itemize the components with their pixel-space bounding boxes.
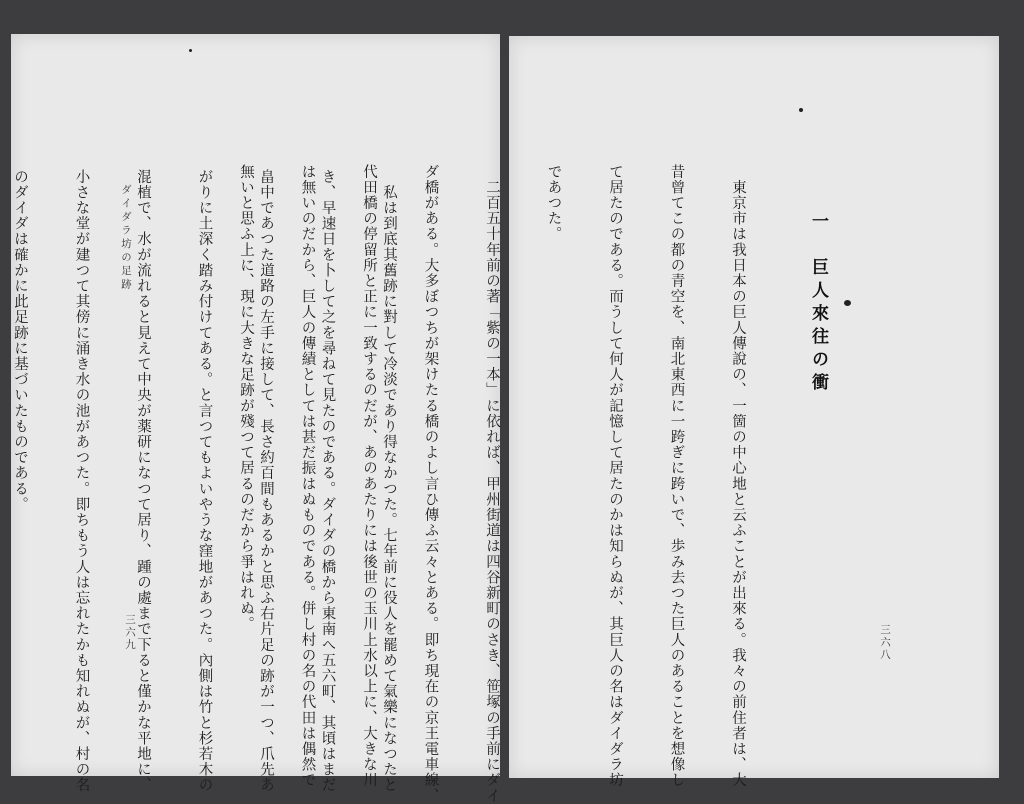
text-column: て居たのである。而うして何人が記憶して居たのかは知らぬが、其巨人の名はダイダラ坊 xyxy=(607,164,623,788)
text-column: 東京市は我日本の巨人傳說の、一箇の中心地と云ふことが出來る。我々の前住者は、大 xyxy=(730,164,746,788)
text-column: 代田橋の停留所と正に一致するのだが、あのあたりには後世の玉川上水以上に、大きな川 xyxy=(361,164,377,788)
text-column: がりに土深く踏み付けてある。と言つてもよいやうな窪地があつた。內側は竹と杉若木の xyxy=(196,169,213,793)
text-column: であつた。 xyxy=(545,164,562,242)
text-column: 無いと思ふ上に、現に大きな足跡が殘つて居るのだから爭はれぬ。 xyxy=(238,164,254,632)
text-column: 昔曾てこの都の青空を、南北東西に一跨ぎに跨いで、歩み去つた巨人のあることを想像し xyxy=(668,164,685,788)
page-number: 三六八 xyxy=(879,624,891,662)
page-number: 三六九 xyxy=(124,614,136,652)
scan-speck xyxy=(844,300,851,306)
text-column: は無いのだから、巨人の傳績としては甚だ振はぬものである。併し村の名の代田は偶然で xyxy=(299,164,316,788)
text-column: 小さな堂が建つて其傍に涌き水の池があつた。即ちもう人は忘れたかも知れぬが、村の名 xyxy=(73,169,90,793)
right-body-text xyxy=(195,164,790,804)
section-heading: 一 巨人來往の衝 xyxy=(808,212,828,396)
text-column: 二百五十年前の著「紫の一本」に依れば、甲州街道は四谷新町のさき、笹塚の手前にダイ xyxy=(484,164,500,804)
text-column: き、早速日を卜して之を尋ねて見たのである。ダイダの橋から東南へ五六町、其頃はまだ xyxy=(319,169,336,793)
scan-speck xyxy=(799,108,803,112)
text-column: のダイダは確かに此足跡に基づいたものである。 xyxy=(12,169,28,513)
scan-speck xyxy=(189,49,192,52)
running-head: ダイダラ坊の足跡 xyxy=(120,184,132,292)
text-column: 混植で、水が流れると見えて中央が薬研になつて居り、踵の處まで下ると僅かな平地に、 xyxy=(135,169,151,793)
text-column: 私は到底其舊跡に對して冷淡であり得なかつた。七年前に役人を罷めて氣樂になつたと xyxy=(381,169,397,793)
text-column: ダ橋がある。大多ぼつちが架けたる橋のよし言ひ傳ふ云々とある。即ち現在の京王電車線、 xyxy=(422,164,439,804)
text-column: 畠中であつた道路の左手に接して、長さ約百間もあるかと思ふ右片足の跡が一つ、爪先あ xyxy=(258,169,274,793)
